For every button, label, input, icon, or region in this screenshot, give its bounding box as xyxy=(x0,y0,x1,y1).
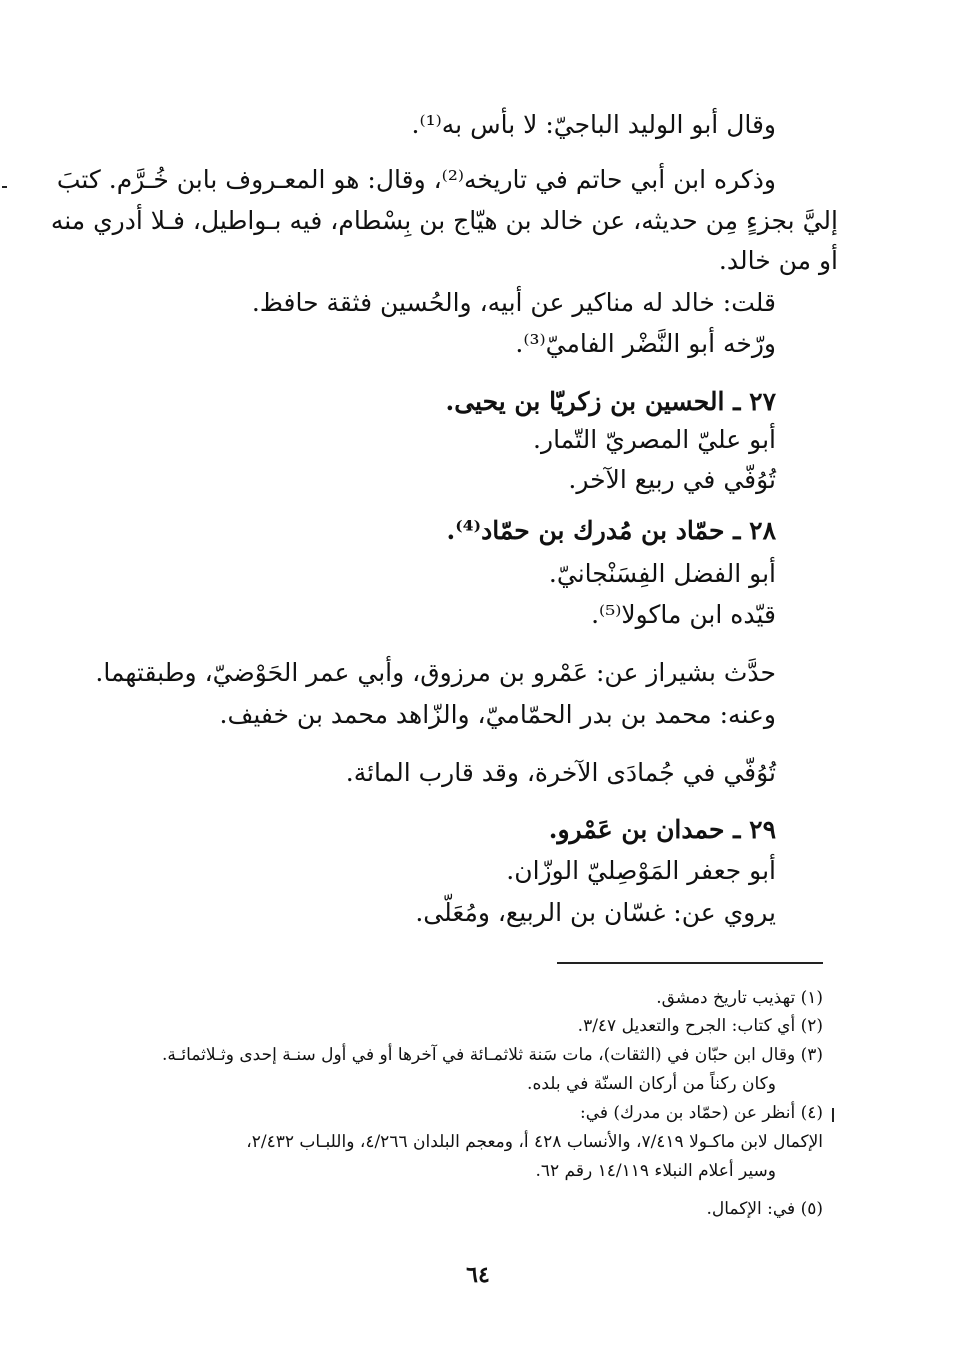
footnote-line: وسير أعلام النبلاء ١٤/١١٩ رقم ٦٢. xyxy=(535,1161,776,1181)
body-line: يروي عن: غسّان بن الربيع، ومُعَلّى. xyxy=(415,898,776,927)
entry-heading-29: ٢٩ ـ حمدان بن عَمْرو. xyxy=(548,815,776,844)
footnote-separator xyxy=(557,962,823,964)
body-line: أبو جعفر المَوْصِليّ الوزّان. xyxy=(506,856,776,885)
footnote-line: وكان ركناً من أركان السنّة في بلده. xyxy=(527,1074,776,1094)
footnote-line: (٣) وقال ابن حبّان في (الثقات)، مات سَنة ثلاثمـائة في آخرها أو في أول سنـة إحدى وثـلاثمائـة. xyxy=(161,1045,823,1065)
scan-mark xyxy=(2,186,7,188)
entry-heading-28: ٢٨ ـ حمّاد بن مُدرك بن حمّاد⁽⁴⁾. xyxy=(446,516,776,545)
body-line: قلت: خالد له مناكير عن أبيه، والحُسين فثقة حافظ. xyxy=(251,288,776,317)
body-line: تُوُفّي في ربيع الآخر. xyxy=(568,465,776,494)
body-line: قيّده ابن ماكولا⁽⁵⁾. xyxy=(591,600,776,629)
body-line: وذكره ابن أبي حاتم في تاريخه⁽²⁾، وقال: هو المعـروف بابن خُـرَّم. كتبَ xyxy=(56,165,776,194)
body-line: أبو عليّ المصريّ التّمار. xyxy=(533,425,776,454)
body-line: وقال أبو الوليد الباجيّ: لا بأس به⁽¹⁾. xyxy=(411,110,776,139)
scan-mark xyxy=(832,1108,834,1122)
footnote-line: (١) تهذيب تاريخ دمشق. xyxy=(656,988,823,1008)
body-line: أو من خالد. xyxy=(718,246,838,275)
footnote-line: الإكمال لابن ماكـولا ٧/٤١٩، والأنساب ٤٢٨ أ، ومعجم البلدان ٤/٢٦٦، واللبـاب ٢/٤٣٢، xyxy=(246,1132,823,1152)
footnote-line: (٢) أي كتاب: الجرح والتعديل ٣/٤٧. xyxy=(577,1016,823,1036)
body-line: إليَّ بجزءٍ مِن حديثه، عن خالد بن هيّاج بن بِسْطام، فيه بـواطيل، فـلا أدري منه xyxy=(50,206,838,235)
page-number: ٦٤ xyxy=(466,1262,490,1288)
body-line: ورّخه أبو النَّضْر الفاميّ⁽³⁾. xyxy=(515,329,776,358)
body-line: أبو الفضل الفِسَنْجانيّ. xyxy=(548,559,776,588)
body-line: وعنه: محمد بن بدر الحمّاميّ، والزّاهد محمد بن خفيف. xyxy=(219,700,776,729)
body-line: حدَّث بشيراز عن: عَمْرو بن مرزوق، وأبي عمر الحَوْضيّ، وطبقتهما. xyxy=(95,658,776,687)
entry-heading-27: ٢٧ ـ الحسين بن زكريّا بن يحيى. xyxy=(445,387,776,416)
footnote-line: (٤) أنظر عن (حمّاد بن مدرك) في: xyxy=(580,1103,823,1123)
footnote-line: (٥) في: الإكمال. xyxy=(706,1199,823,1219)
body-line: تُوُفّي في جُمادَى الآخرة، وقد قارب المائة. xyxy=(345,758,776,787)
